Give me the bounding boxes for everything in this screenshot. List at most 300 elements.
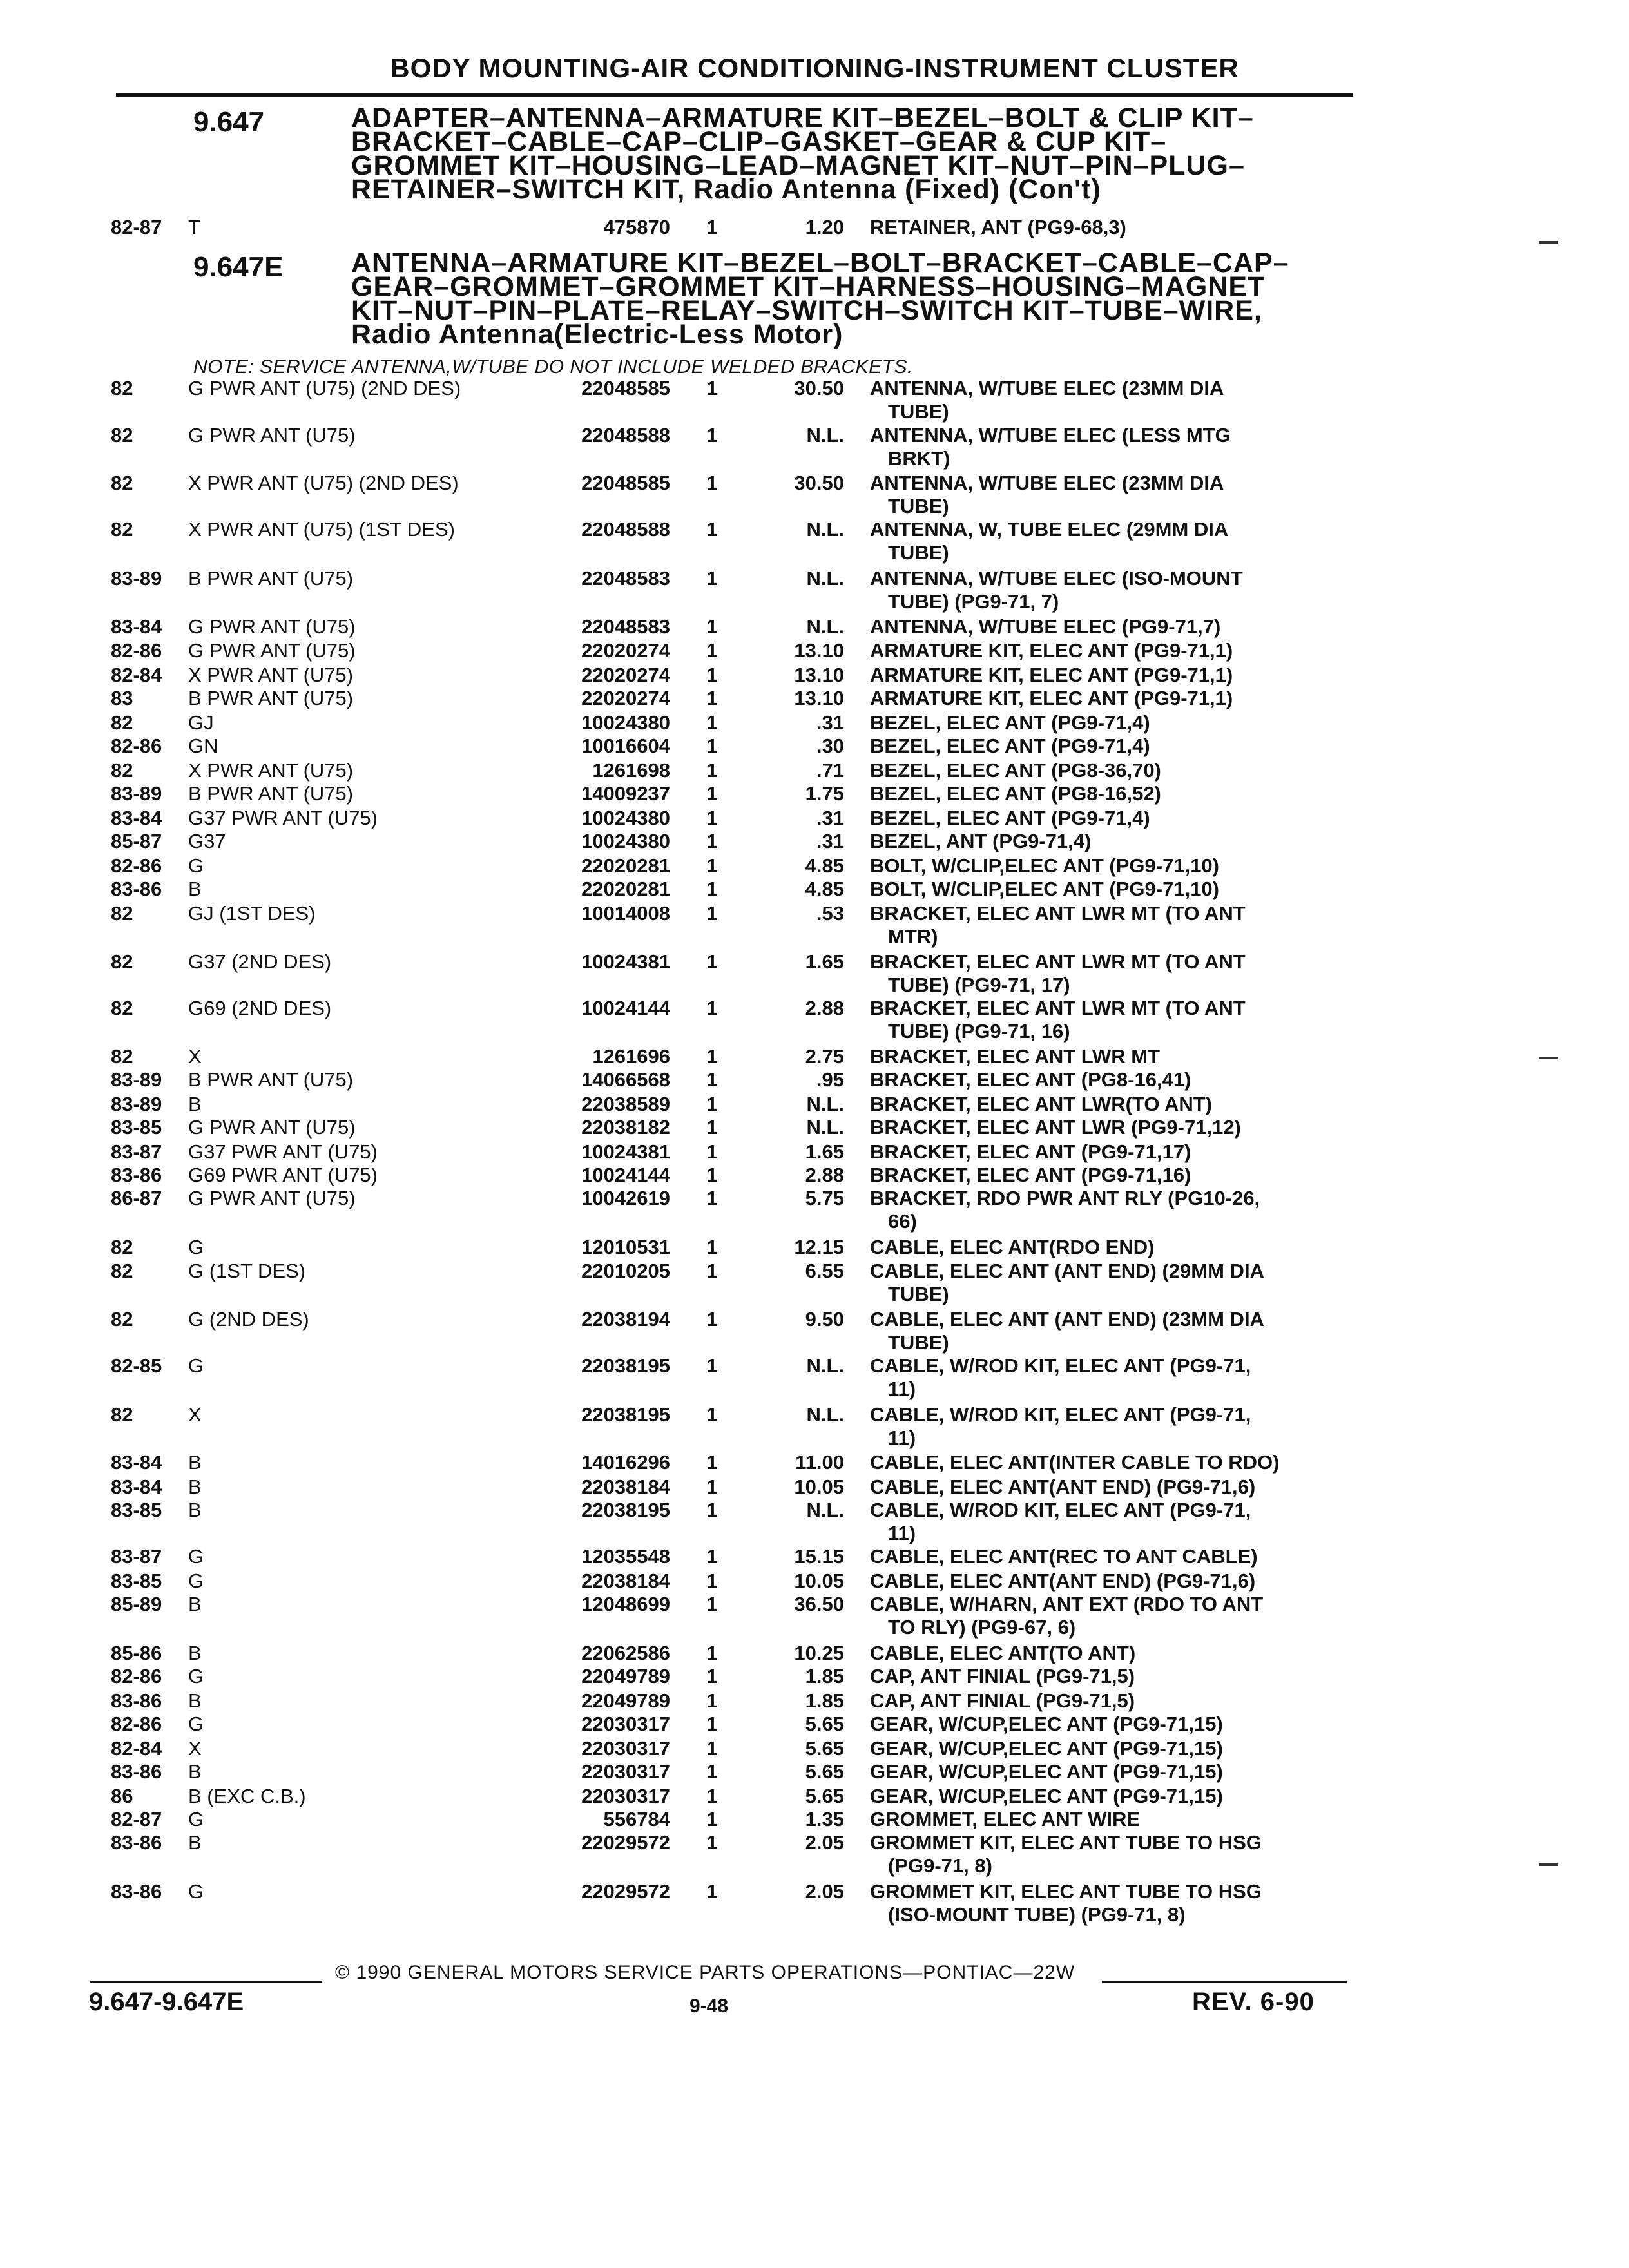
model-cell: G PWR ANT (U75) <box>188 1187 356 1209</box>
price-cell: 6.55 <box>805 1260 844 1282</box>
price-cell: 9.50 <box>805 1308 844 1331</box>
quantity-cell: 1 <box>706 1713 718 1735</box>
description-continuation: TUBE) <box>888 1283 949 1305</box>
quantity-cell: 1 <box>706 1545 718 1568</box>
table-row <box>0 1403 1629 1455</box>
description-cell <box>870 377 1347 423</box>
model-cell: T <box>188 216 200 238</box>
description-line: GEAR, W/CUP,ELEC ANT (PG9-71,15) <box>870 1760 1223 1783</box>
table-row <box>0 1308 1629 1360</box>
quantity-cell: 1 <box>706 377 718 399</box>
price-cell: 36.50 <box>794 1593 844 1615</box>
year-cell: 83-86 <box>111 1880 162 1903</box>
price-cell: .71 <box>816 759 844 782</box>
year-cell: 82-85 <box>111 1354 162 1377</box>
year-cell: 85-86 <box>111 1642 162 1664</box>
year-cell: 85-89 <box>111 1593 162 1615</box>
description-cell <box>870 711 1347 735</box>
model-cell: G <box>188 1354 204 1377</box>
quantity-cell: 1 <box>706 902 718 925</box>
part-number-cell: 22038182 <box>581 1116 670 1139</box>
year-cell: 83-86 <box>111 1831 162 1854</box>
description-cell <box>870 1236 1347 1259</box>
price-cell: 2.05 <box>805 1831 844 1854</box>
page-title: BODY MOUNTING-AIR CONDITIONING-INSTRUMENT CLUSTER <box>390 53 1239 83</box>
model-cell: B PWR ANT (U75) <box>188 567 354 590</box>
price-cell: 15.15 <box>794 1545 844 1568</box>
description-cell <box>870 639 1347 662</box>
description-cell <box>870 902 1347 948</box>
description-line: CABLE, ELEC ANT(ANT END) (PG9-71,6) <box>870 1570 1256 1592</box>
quantity-cell: 1 <box>706 1831 718 1854</box>
description-cell <box>870 735 1347 758</box>
service-note: NOTE: SERVICE ANTENNA,W/TUBE DO NOT INCLUDE WELDED BRACKETS. <box>193 356 913 378</box>
part-number-cell: 14009237 <box>581 782 670 805</box>
part-number-cell: 22038195 <box>581 1354 670 1377</box>
quantity-cell: 1 <box>706 1164 718 1186</box>
section-number: 9.647 <box>193 106 265 138</box>
quantity-cell: 1 <box>706 216 718 238</box>
model-cell: GJ <box>188 711 214 734</box>
description-line: CAP, ANT FINIAL (PG9-71,5) <box>870 1689 1135 1712</box>
footer-section-range: 9.647-9.647E <box>89 1988 244 2016</box>
model-cell: X <box>188 1045 202 1068</box>
part-number-cell: 22030317 <box>581 1785 670 1807</box>
year-cell: 82 <box>111 1308 133 1331</box>
price-cell: .31 <box>816 830 844 852</box>
description-cell <box>870 1451 1347 1474</box>
part-number-cell: 14066568 <box>581 1068 670 1091</box>
description-line: ARMATURE KIT, ELEC ANT (PG9-71,1) <box>870 687 1233 709</box>
price-cell: N.L. <box>806 567 844 590</box>
description-cell <box>870 1737 1347 1760</box>
model-cell: G37 PWR ANT (U75) <box>188 807 378 829</box>
year-cell: 82 <box>111 1260 133 1282</box>
price-cell: 5.65 <box>805 1713 844 1735</box>
part-number-cell: 10024144 <box>581 1164 670 1186</box>
price-cell: 1.65 <box>805 1140 844 1163</box>
description-cell <box>870 1045 1347 1068</box>
model-cell: G <box>188 854 204 877</box>
part-number-cell: 22020274 <box>581 687 670 709</box>
year-cell: 85-87 <box>111 830 162 852</box>
model-cell: B PWR ANT (U75) <box>188 687 354 709</box>
quantity-cell: 1 <box>706 639 718 662</box>
quantity-cell: 1 <box>706 1116 718 1139</box>
description-cell <box>870 1140 1347 1164</box>
description-line: ANTENNA, W/TUBE ELEC (ISO-MOUNT <box>870 567 1243 590</box>
model-cell: G <box>188 1236 204 1258</box>
part-number-cell: 22030317 <box>581 1713 670 1735</box>
model-cell: B <box>188 878 202 900</box>
year-cell: 83-85 <box>111 1116 162 1139</box>
part-number-cell: 10024144 <box>581 997 670 1019</box>
description-line: CABLE, W/HARN, ANT EXT (RDO TO ANT <box>870 1593 1264 1615</box>
quantity-cell: 1 <box>706 664 718 686</box>
quantity-cell: 1 <box>706 1068 718 1091</box>
description-cell <box>870 687 1347 710</box>
margin-mark <box>1539 1863 1558 1866</box>
table-row <box>0 1831 1629 1883</box>
description-line: ANTENNA, W/TUBE ELEC (LESS MTG <box>870 424 1231 447</box>
table-row <box>0 1187 1629 1238</box>
quantity-cell: 1 <box>706 1737 718 1760</box>
description-cell <box>870 424 1347 470</box>
year-cell: 83-86 <box>111 1689 162 1712</box>
year-cell: 82-84 <box>111 664 162 686</box>
quantity-cell: 1 <box>706 807 718 829</box>
price-cell: 13.10 <box>794 664 844 686</box>
description-cell <box>870 759 1347 782</box>
model-cell: G PWR ANT (U75) <box>188 424 356 447</box>
year-cell: 82-86 <box>111 639 162 662</box>
description-cell <box>870 664 1347 687</box>
quantity-cell: 1 <box>706 615 718 638</box>
description-cell <box>870 1785 1347 1808</box>
description-cell <box>870 1403 1347 1450</box>
price-cell: 2.75 <box>805 1045 844 1068</box>
quantity-cell: 1 <box>706 1760 718 1783</box>
price-cell: N.L. <box>806 1093 844 1115</box>
description-cell <box>870 878 1347 901</box>
description-line: ANTENNA, W/TUBE ELEC (23MM DIA <box>870 472 1224 494</box>
year-cell: 83-89 <box>111 1093 162 1115</box>
table-row <box>0 1880 1629 1932</box>
section-title: ADAPTER–ANTENNA–ARMATURE KIT–BEZEL–BOLT & CLIP KIT–BRACKET–CABLE–CAP–CLIP–GASKET–GEAR & CUP KIT–GROMMET KIT–HOUSING–LEAD–MAGNET KIT–NUT–PIN–PLUG–RETAINER–SWITCH KIT, Radio Antenna (Fixed) (Con't) <box>351 102 1254 205</box>
description-continuation: 11) <box>888 1427 916 1449</box>
description-line: GEAR, W/CUP,ELEC ANT (PG9-71,15) <box>870 1737 1223 1760</box>
quantity-cell: 1 <box>706 854 718 877</box>
part-number-cell: 22062586 <box>581 1642 670 1664</box>
price-cell: 4.85 <box>805 854 844 877</box>
model-cell: X PWR ANT (U75) (2ND DES) <box>188 472 459 494</box>
footer-rule <box>1102 1981 1347 1983</box>
quantity-cell: 1 <box>706 1403 718 1426</box>
part-number-cell: 22049789 <box>581 1665 670 1687</box>
year-cell: 82 <box>111 711 133 734</box>
description-cell <box>870 567 1347 613</box>
description-line: CABLE, ELEC ANT(ANT END) (PG9-71,6) <box>870 1475 1256 1498</box>
quantity-cell: 1 <box>706 472 718 494</box>
table-row <box>0 567 1629 619</box>
description-cell <box>870 1665 1347 1688</box>
description-line: CABLE, W/ROD KIT, ELEC ANT (PG9-71, <box>870 1499 1251 1521</box>
price-cell: .30 <box>816 735 844 757</box>
quantity-cell: 1 <box>706 759 718 782</box>
year-cell: 82 <box>111 902 133 925</box>
price-cell: 13.10 <box>794 639 844 662</box>
year-cell: 83-87 <box>111 1140 162 1163</box>
year-cell: 83 <box>111 687 133 709</box>
part-number-cell: 10024381 <box>581 950 670 973</box>
price-cell: N.L. <box>806 1499 844 1521</box>
year-cell: 83-86 <box>111 1164 162 1186</box>
description-cell <box>870 1713 1347 1736</box>
quantity-cell: 1 <box>706 1785 718 1807</box>
year-cell: 86-87 <box>111 1187 162 1209</box>
part-number-cell: 22010205 <box>581 1260 670 1282</box>
price-cell: 5.65 <box>805 1785 844 1807</box>
price-cell: 1.75 <box>805 782 844 805</box>
description-cell <box>870 1187 1347 1233</box>
description-cell <box>870 1116 1347 1139</box>
part-number-cell: 22038194 <box>581 1308 670 1331</box>
part-number-cell: 22020281 <box>581 878 670 900</box>
quantity-cell: 1 <box>706 830 718 852</box>
description-cell <box>870 807 1347 830</box>
description-line: BOLT, W/CLIP,ELEC ANT (PG9-71,10) <box>870 854 1220 877</box>
price-cell: 10.25 <box>794 1642 844 1664</box>
description-line: CABLE, ELEC ANT(RDO END) <box>870 1236 1155 1258</box>
description-line: ARMATURE KIT, ELEC ANT (PG9-71,1) <box>870 664 1233 686</box>
description-line: BEZEL, ANT (PG9-71,4) <box>870 830 1092 852</box>
model-cell: G37 <box>188 830 226 852</box>
part-number-cell: 10016604 <box>581 735 670 757</box>
description-cell <box>870 472 1347 518</box>
description-line: GEAR, W/CUP,ELEC ANT (PG9-71,15) <box>870 1713 1223 1735</box>
quantity-cell: 1 <box>706 1140 718 1163</box>
quantity-cell: 1 <box>706 711 718 734</box>
part-number-cell: 10024380 <box>581 807 670 829</box>
description-cell <box>870 997 1347 1043</box>
description-cell <box>870 1093 1347 1116</box>
description-continuation: (ISO-MOUNT TUBE) (PG9-71, 8) <box>888 1903 1186 1926</box>
table-row <box>0 1354 1629 1406</box>
model-cell: X PWR ANT (U75) (1ST DES) <box>188 518 455 541</box>
quantity-cell: 1 <box>706 782 718 805</box>
part-number-cell: 22048588 <box>581 518 670 541</box>
description-cell <box>870 830 1347 853</box>
description-line: CABLE, ELEC ANT (ANT END) (29MM DIA <box>870 1260 1264 1282</box>
description-line: GROMMET KIT, ELEC ANT TUBE TO HSG <box>870 1880 1262 1903</box>
margin-mark <box>1539 241 1558 244</box>
description-cell <box>870 1570 1347 1593</box>
quantity-cell: 1 <box>706 1093 718 1115</box>
model-cell: G <box>188 1570 204 1592</box>
year-cell: 83-89 <box>111 782 162 805</box>
model-cell: G PWR ANT (U75) <box>188 639 356 662</box>
price-cell: .31 <box>816 711 844 734</box>
table-row <box>0 424 1629 476</box>
year-cell: 83-85 <box>111 1570 162 1592</box>
price-cell: 10.05 <box>794 1475 844 1498</box>
model-cell: B <box>188 1475 202 1498</box>
section-number: 9.647E <box>193 251 284 283</box>
description-continuation: TUBE) (PG9-71, 7) <box>888 590 1059 613</box>
description-cell <box>870 1689 1347 1713</box>
description-line: GROMMET KIT, ELEC ANT TUBE TO HSG <box>870 1831 1262 1854</box>
year-cell: 82-86 <box>111 735 162 757</box>
description-cell <box>870 1068 1347 1091</box>
model-cell: G69 PWR ANT (U75) <box>188 1164 378 1186</box>
description-continuation: 66) <box>888 1210 917 1233</box>
description-line: RETAINER, ANT (PG9-68,3) <box>870 216 1126 238</box>
description-continuation: TUBE) <box>888 541 949 564</box>
description-line: BEZEL, ELEC ANT (PG9-71,4) <box>870 807 1150 829</box>
year-cell: 82 <box>111 997 133 1019</box>
price-cell: .31 <box>816 807 844 829</box>
part-number-cell: 22048585 <box>581 377 670 399</box>
model-cell: X <box>188 1737 202 1760</box>
footer-revision: REV. 6-90 <box>1192 1988 1315 2016</box>
table-row <box>0 518 1629 570</box>
price-cell: .53 <box>816 902 844 925</box>
description-line: ARMATURE KIT, ELEC ANT (PG9-71,1) <box>870 639 1233 662</box>
year-cell: 83-84 <box>111 615 162 638</box>
part-number-cell: 10024381 <box>581 1140 670 1163</box>
description-line: CABLE, ELEC ANT (ANT END) (23MM DIA <box>870 1308 1264 1331</box>
description-line: ANTENNA, W/TUBE ELEC (PG9-71,7) <box>870 615 1221 638</box>
quantity-cell: 1 <box>706 878 718 900</box>
description-line: BRACKET, ELEC ANT LWR MT <box>870 1045 1161 1068</box>
part-number-cell: 22029572 <box>581 1880 670 1903</box>
description-line: BEZEL, ELEC ANT (PG8-16,52) <box>870 782 1161 805</box>
description-line: BRACKET, ELEC ANT (PG9-71,16) <box>870 1164 1191 1186</box>
quantity-cell: 1 <box>706 1642 718 1664</box>
model-cell: B <box>188 1642 202 1664</box>
year-cell: 82 <box>111 377 133 399</box>
description-cell <box>870 1164 1347 1187</box>
description-continuation: TUBE) <box>888 1331 949 1354</box>
price-cell: 1.35 <box>805 1808 844 1831</box>
quantity-cell: 1 <box>706 567 718 590</box>
year-cell: 83-84 <box>111 1475 162 1498</box>
model-cell: G37 (2ND DES) <box>188 950 332 973</box>
description-continuation: TO RLY) (PG9-67, 6) <box>888 1616 1076 1639</box>
year-cell: 82-86 <box>111 854 162 877</box>
part-number-cell: 22020281 <box>581 854 670 877</box>
description-cell <box>870 782 1347 805</box>
price-cell: N.L. <box>806 1116 844 1139</box>
description-cell <box>870 854 1347 878</box>
year-cell: 82 <box>111 950 133 973</box>
year-cell: 83-85 <box>111 1499 162 1521</box>
model-cell: G <box>188 1665 204 1687</box>
year-cell: 82 <box>111 1236 133 1258</box>
part-number-cell: 475870 <box>603 216 670 238</box>
price-cell: 12.15 <box>794 1236 844 1258</box>
year-cell: 83-86 <box>111 1760 162 1783</box>
description-line: BRACKET, ELEC ANT LWR (PG9-71,12) <box>870 1116 1241 1139</box>
description-continuation: TUBE) <box>888 400 949 423</box>
part-number-cell: 22038195 <box>581 1499 670 1521</box>
price-cell: 2.88 <box>805 997 844 1019</box>
description-line: BEZEL, ELEC ANT (PG9-71,4) <box>870 711 1150 734</box>
header-rule <box>116 93 1353 97</box>
model-cell: G PWR ANT (U75) (2ND DES) <box>188 377 461 399</box>
price-cell: 30.50 <box>794 377 844 399</box>
price-cell: N.L. <box>806 1354 844 1377</box>
part-number-cell: 22020274 <box>581 664 670 686</box>
price-cell: 1.85 <box>805 1689 844 1712</box>
description-cell <box>870 1545 1347 1568</box>
model-cell: GN <box>188 735 218 757</box>
description-cell <box>870 1808 1347 1831</box>
price-cell: 11.00 <box>795 1451 844 1474</box>
model-cell: G <box>188 1808 204 1831</box>
part-number-cell: 1261698 <box>592 759 670 782</box>
model-cell: G (1ST DES) <box>188 1260 306 1282</box>
model-cell: X PWR ANT (U75) <box>188 664 354 686</box>
quantity-cell: 1 <box>706 687 718 709</box>
quantity-cell: 1 <box>706 1880 718 1903</box>
table-row <box>0 1499 1629 1550</box>
model-cell: B <box>188 1831 202 1854</box>
quantity-cell: 1 <box>706 1236 718 1258</box>
description-cell <box>870 950 1347 997</box>
price-cell: 30.50 <box>794 472 844 494</box>
model-cell: B <box>188 1451 202 1474</box>
description-line: GROMMET, ELEC ANT WIRE <box>870 1808 1141 1831</box>
model-cell: B <box>188 1760 202 1783</box>
part-number-cell: 22020274 <box>581 639 670 662</box>
part-number-cell: 22030317 <box>581 1760 670 1783</box>
quantity-cell: 1 <box>706 1570 718 1592</box>
description-cell <box>870 1593 1347 1639</box>
description-line: BRACKET, ELEC ANT (PG8-16,41) <box>870 1068 1191 1091</box>
part-number-cell: 22048585 <box>581 472 670 494</box>
quantity-cell: 1 <box>706 1475 718 1498</box>
quantity-cell: 1 <box>706 1045 718 1068</box>
part-number-cell: 22048583 <box>581 615 670 638</box>
part-number-cell: 22038195 <box>581 1403 670 1426</box>
model-cell: B <box>188 1593 202 1615</box>
year-cell: 83-89 <box>111 1068 162 1091</box>
part-number-cell: 22038184 <box>581 1475 670 1498</box>
table-row <box>0 377 1629 428</box>
quantity-cell: 1 <box>706 1451 718 1474</box>
description-continuation: MTR) <box>888 925 938 948</box>
year-cell: 82 <box>111 518 133 541</box>
table-row <box>0 1260 1629 1311</box>
model-cell: G PWR ANT (U75) <box>188 615 356 638</box>
year-cell: 82 <box>111 1403 133 1426</box>
table-row <box>0 472 1629 523</box>
price-cell: 2.88 <box>805 1164 844 1186</box>
year-cell: 82 <box>111 472 133 494</box>
price-cell: 1.65 <box>805 950 844 973</box>
description-line: CABLE, ELEC ANT(INTER CABLE TO RDO) <box>870 1451 1280 1474</box>
description-cell <box>870 615 1347 639</box>
year-cell: 82 <box>111 1045 133 1068</box>
part-number-cell: 22029572 <box>581 1831 670 1854</box>
quantity-cell: 1 <box>706 735 718 757</box>
footer-copyright: © 1990 GENERAL MOTORS SERVICE PARTS OPERATIONS—PONTIAC—22W <box>335 1962 1075 1983</box>
footer-rule <box>90 1981 322 1983</box>
quantity-cell: 1 <box>706 997 718 1019</box>
model-cell: G (2ND DES) <box>188 1308 309 1331</box>
description-continuation: (PG9-71, 8) <box>888 1854 992 1877</box>
part-number-cell: 10042619 <box>581 1187 670 1209</box>
quantity-cell: 1 <box>706 1308 718 1331</box>
description-cell <box>870 1260 1347 1306</box>
model-cell: G <box>188 1880 204 1903</box>
price-cell: 5.65 <box>805 1737 844 1760</box>
quantity-cell: 1 <box>706 424 718 447</box>
description-line: BRACKET, ELEC ANT LWR(TO ANT) <box>870 1093 1212 1115</box>
part-number-cell: 10014008 <box>581 902 670 925</box>
model-cell: G PWR ANT (U75) <box>188 1116 356 1139</box>
part-number-cell: 12010531 <box>581 1236 670 1258</box>
quantity-cell: 1 <box>706 950 718 973</box>
price-cell: 4.85 <box>805 878 844 900</box>
model-cell: B <box>188 1689 202 1712</box>
description-continuation: 11) <box>888 1378 916 1400</box>
part-number-cell: 12048699 <box>581 1593 670 1615</box>
table-row <box>0 997 1629 1048</box>
year-cell: 86 <box>111 1785 133 1807</box>
price-cell: N.L. <box>806 518 844 541</box>
